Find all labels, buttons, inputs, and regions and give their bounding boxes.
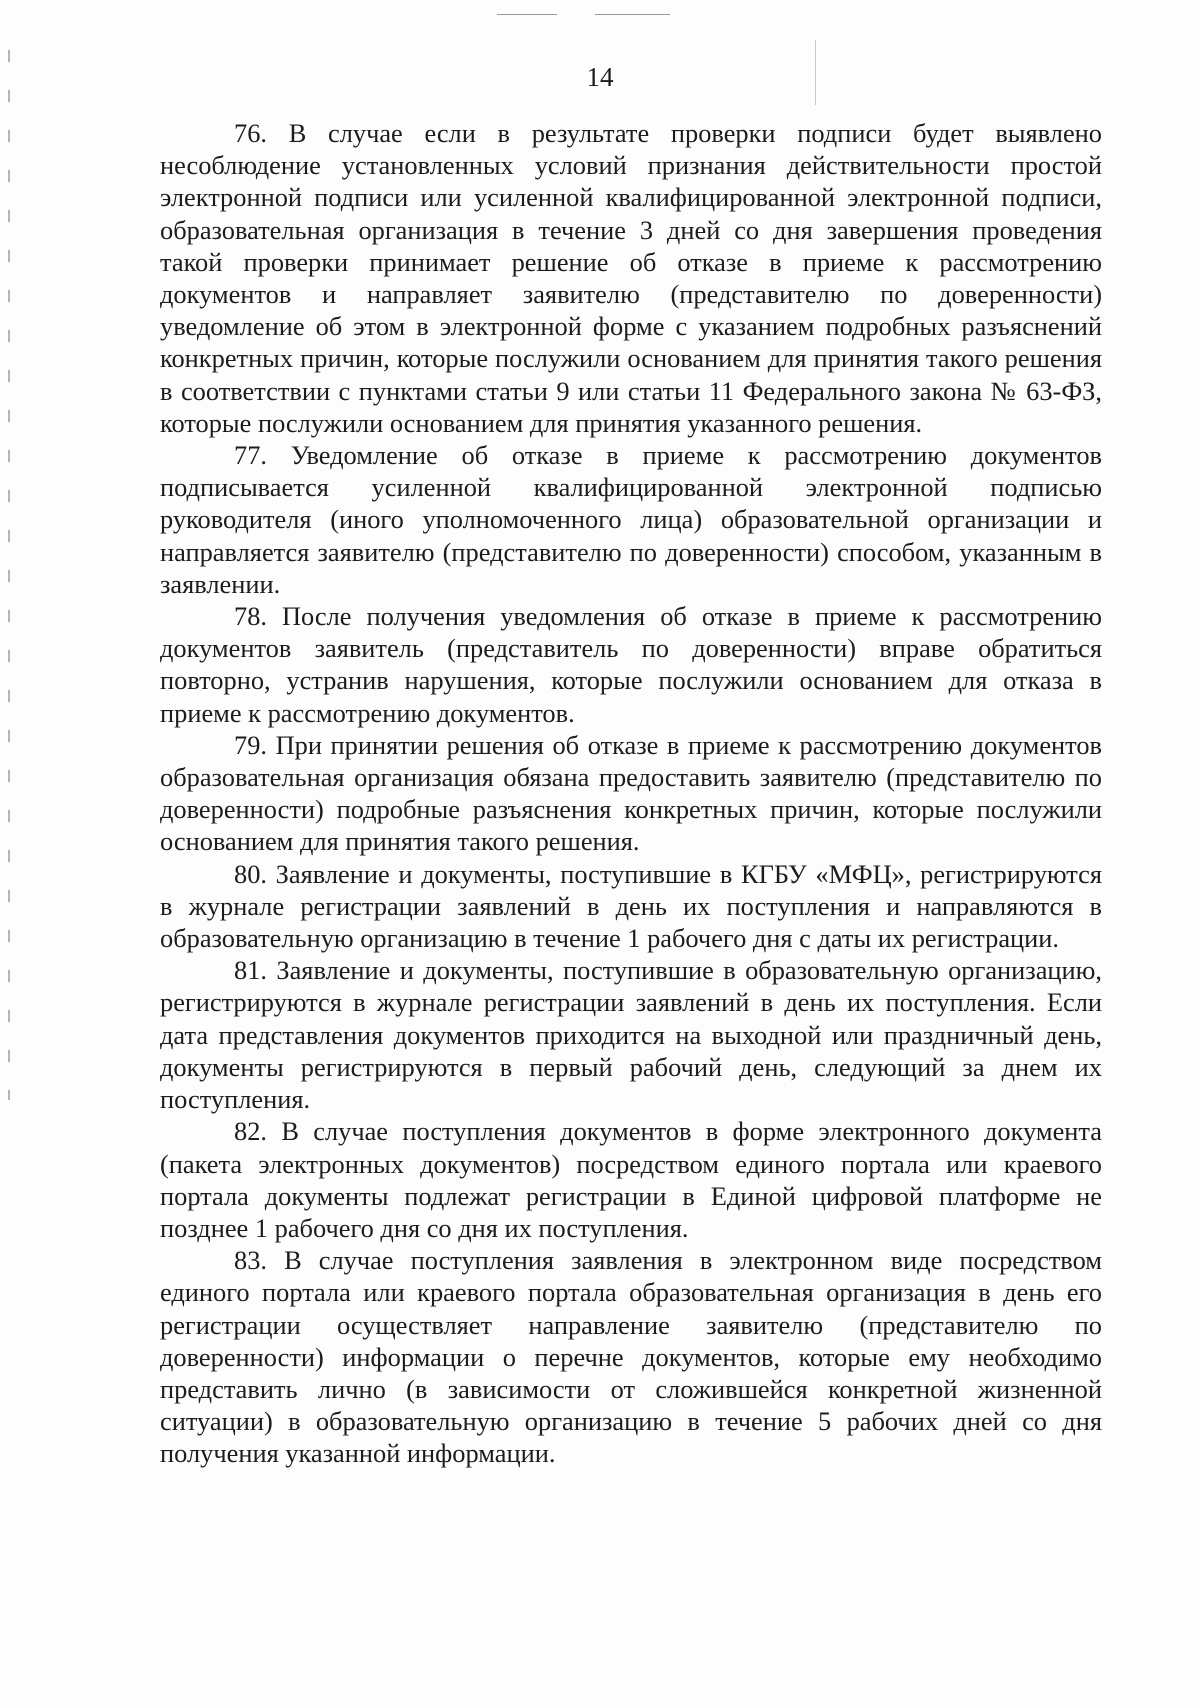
paragraph-79: 79. При принятии решения об отказе в приеме к рассмотрению документов образовательная организация обязана предоставить заявителю (представителю по доверенности) подробные разъяснения конкретных причин, которые послужили основанием для принятия такого решения. [160,729,1102,857]
scan-artifact-top-left [497,14,557,15]
scan-artifact-top-right [595,14,670,15]
paragraph-76: 76. В случае если в результате проверки подписи будет выявлено несоблюдение установленных условий признания действительности простой электронной подписи или усиленной квалифицированной электронной подписи, образовательная организация в течение 3 дней со дня завершения проведения такой проверки принимает решение об отказе в приеме к рассмотрению документов и направляет заявителю (представителю по доверенности) уведомление об этом в электронной форме с указанием подробных разъяснений конкретных причин, которые послужили основанием для принятия такого решения в соответствии с пунктами статьи 9 или статьи 11 Федерального закона № 63-ФЗ, которые послужили основанием для принятия указанного решения. [160,118,1102,438]
paragraph-80: 80. Заявление и документы, поступившие в КГБУ «МФЦ», регистрируются в журнале регистрации заявлений в день их поступления и направляются в образовательную организацию в течение 1 рабочего дня с даты их регистрации. [160,858,1102,954]
paragraph-77: 77. Уведомление об отказе в приеме к рассмотрению документов подписывается усиленной квалифицированной электронной подписью руководителя (иного уполномоченного лица) образовательной организации и направляется заявителю (представителю по доверенности) способом, указанным в заявлении. [160,440,1102,599]
document-body [160,117,1102,1470]
paragraph-82: 82. В случае поступления документов в форме электронного документа (пакета электронных документов) посредством единого портала или краевого портала документы подлежат регистрации в Единой цифровой платформе не позднее 1 рабочего дня со дня их поступления. [160,1116,1102,1243]
paragraph-83: 83. В случае поступления заявления в электронном виде посредством единого портала или краевого портала образовательная организация в день его регистрации осуществляет направление заявителю (представителю по доверенности) информации о перечне документов, которые ему необходимо представить лично (в зависимости от сложившейся конкретной жизненной ситуации) в образовательную организацию в течение 5 рабочих дней со дня получения указанной информации. [160,1245,1102,1469]
paragraph-81: 81. Заявление и документы, поступившие в образовательную организацию, регистрируются в журнале регистрации заявлений в день их поступления. Если дата представления документов приходится на выходной или праздничный день, документы регистрируются в первый рабочий день, следующий за днем их поступления. [160,955,1102,1115]
page-number: 14 [586,62,614,92]
scan-artifact-left-edge [8,50,10,1100]
paragraph-78: 78. После получения уведомления об отказе в приеме к рассмотрению документов заявитель (представитель по доверенности) вправе обратиться повторно, устранив нарушения, которые послужили основанием для отказа в приеме к рассмотрению документов. [160,601,1102,728]
